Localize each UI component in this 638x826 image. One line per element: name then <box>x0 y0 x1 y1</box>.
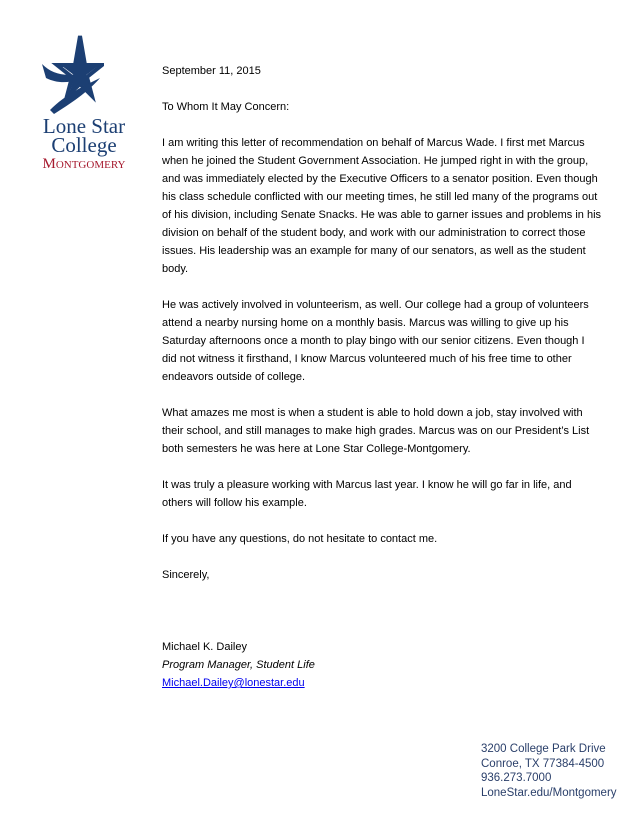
college-address <box>481 742 631 800</box>
logo-wordmark-lone-star: Lone Star <box>42 114 126 138</box>
address-city: Conroe, TX 77384-4500 <box>481 757 605 770</box>
star-icon <box>40 34 104 116</box>
letter-paragraph: It was truly a pleasure working with Marcus last year. I know he will go far in life, and others will follow his example. <box>162 479 572 509</box>
address-street: 3200 College Park Drive <box>481 743 606 755</box>
letter-paragraph: If you have any questions, do not hesitate to contact me. <box>162 533 438 545</box>
letter-paragraph: I am writing this letter of recommendation on behalf of Marcus Wade. I first met Marcus when he joined the Student Government Association. He jumped right in with the group, and was immediately elected by the Executive Officers to a senator position. Even though his class schedule conflicted with our meeting times, he still led many of the programs out of his division, including Senate Snacks. He was able to garner issues and problems in his division on behalf of the student body, and work with our administration to correct those issues. His leadership was an example for many of our senators, as well as the student body. <box>162 137 602 275</box>
letter-paragraph: What amazes me most is when a student is able to hold down a job, stay involved with their school, and still manages to make high grades. Marcus was on our President’s List both semesters he was here at Lone Star College-Montgomery. <box>162 407 590 455</box>
signer-title: Program Manager, Student Life <box>162 659 315 671</box>
address-phone: 936.273.7000 <box>481 772 552 784</box>
signature-block <box>162 638 602 692</box>
letter-body <box>162 62 602 692</box>
letter-paragraph: He was actively involved in volunteerism, as well. Our college had a group of volunteers attend a nearby nursing home on a monthly basis. Marcus was willing to give up his Saturday afternoons once a month to play bingo with our senior citizens. Even though I did not witness it firsthand, I know Marcus volunteered much of his free time to other endeavors outside of college. <box>162 299 589 383</box>
signer-name: Michael K. Dailey <box>162 641 247 653</box>
letter-salutation: To Whom It May Concern: <box>162 101 290 113</box>
address-website: LoneStar.edu/Montgomery <box>481 786 617 799</box>
logo-wordmark-college: College <box>51 133 117 157</box>
logo-wordmark-montgomery: Montgomery <box>42 156 126 172</box>
letter-closing: Sincerely, <box>162 569 210 581</box>
college-logo <box>34 34 134 174</box>
letter-date: September 11, 2015 <box>162 65 261 77</box>
signer-email-link[interactable]: Michael.Dailey@lonestar.edu <box>162 677 305 689</box>
